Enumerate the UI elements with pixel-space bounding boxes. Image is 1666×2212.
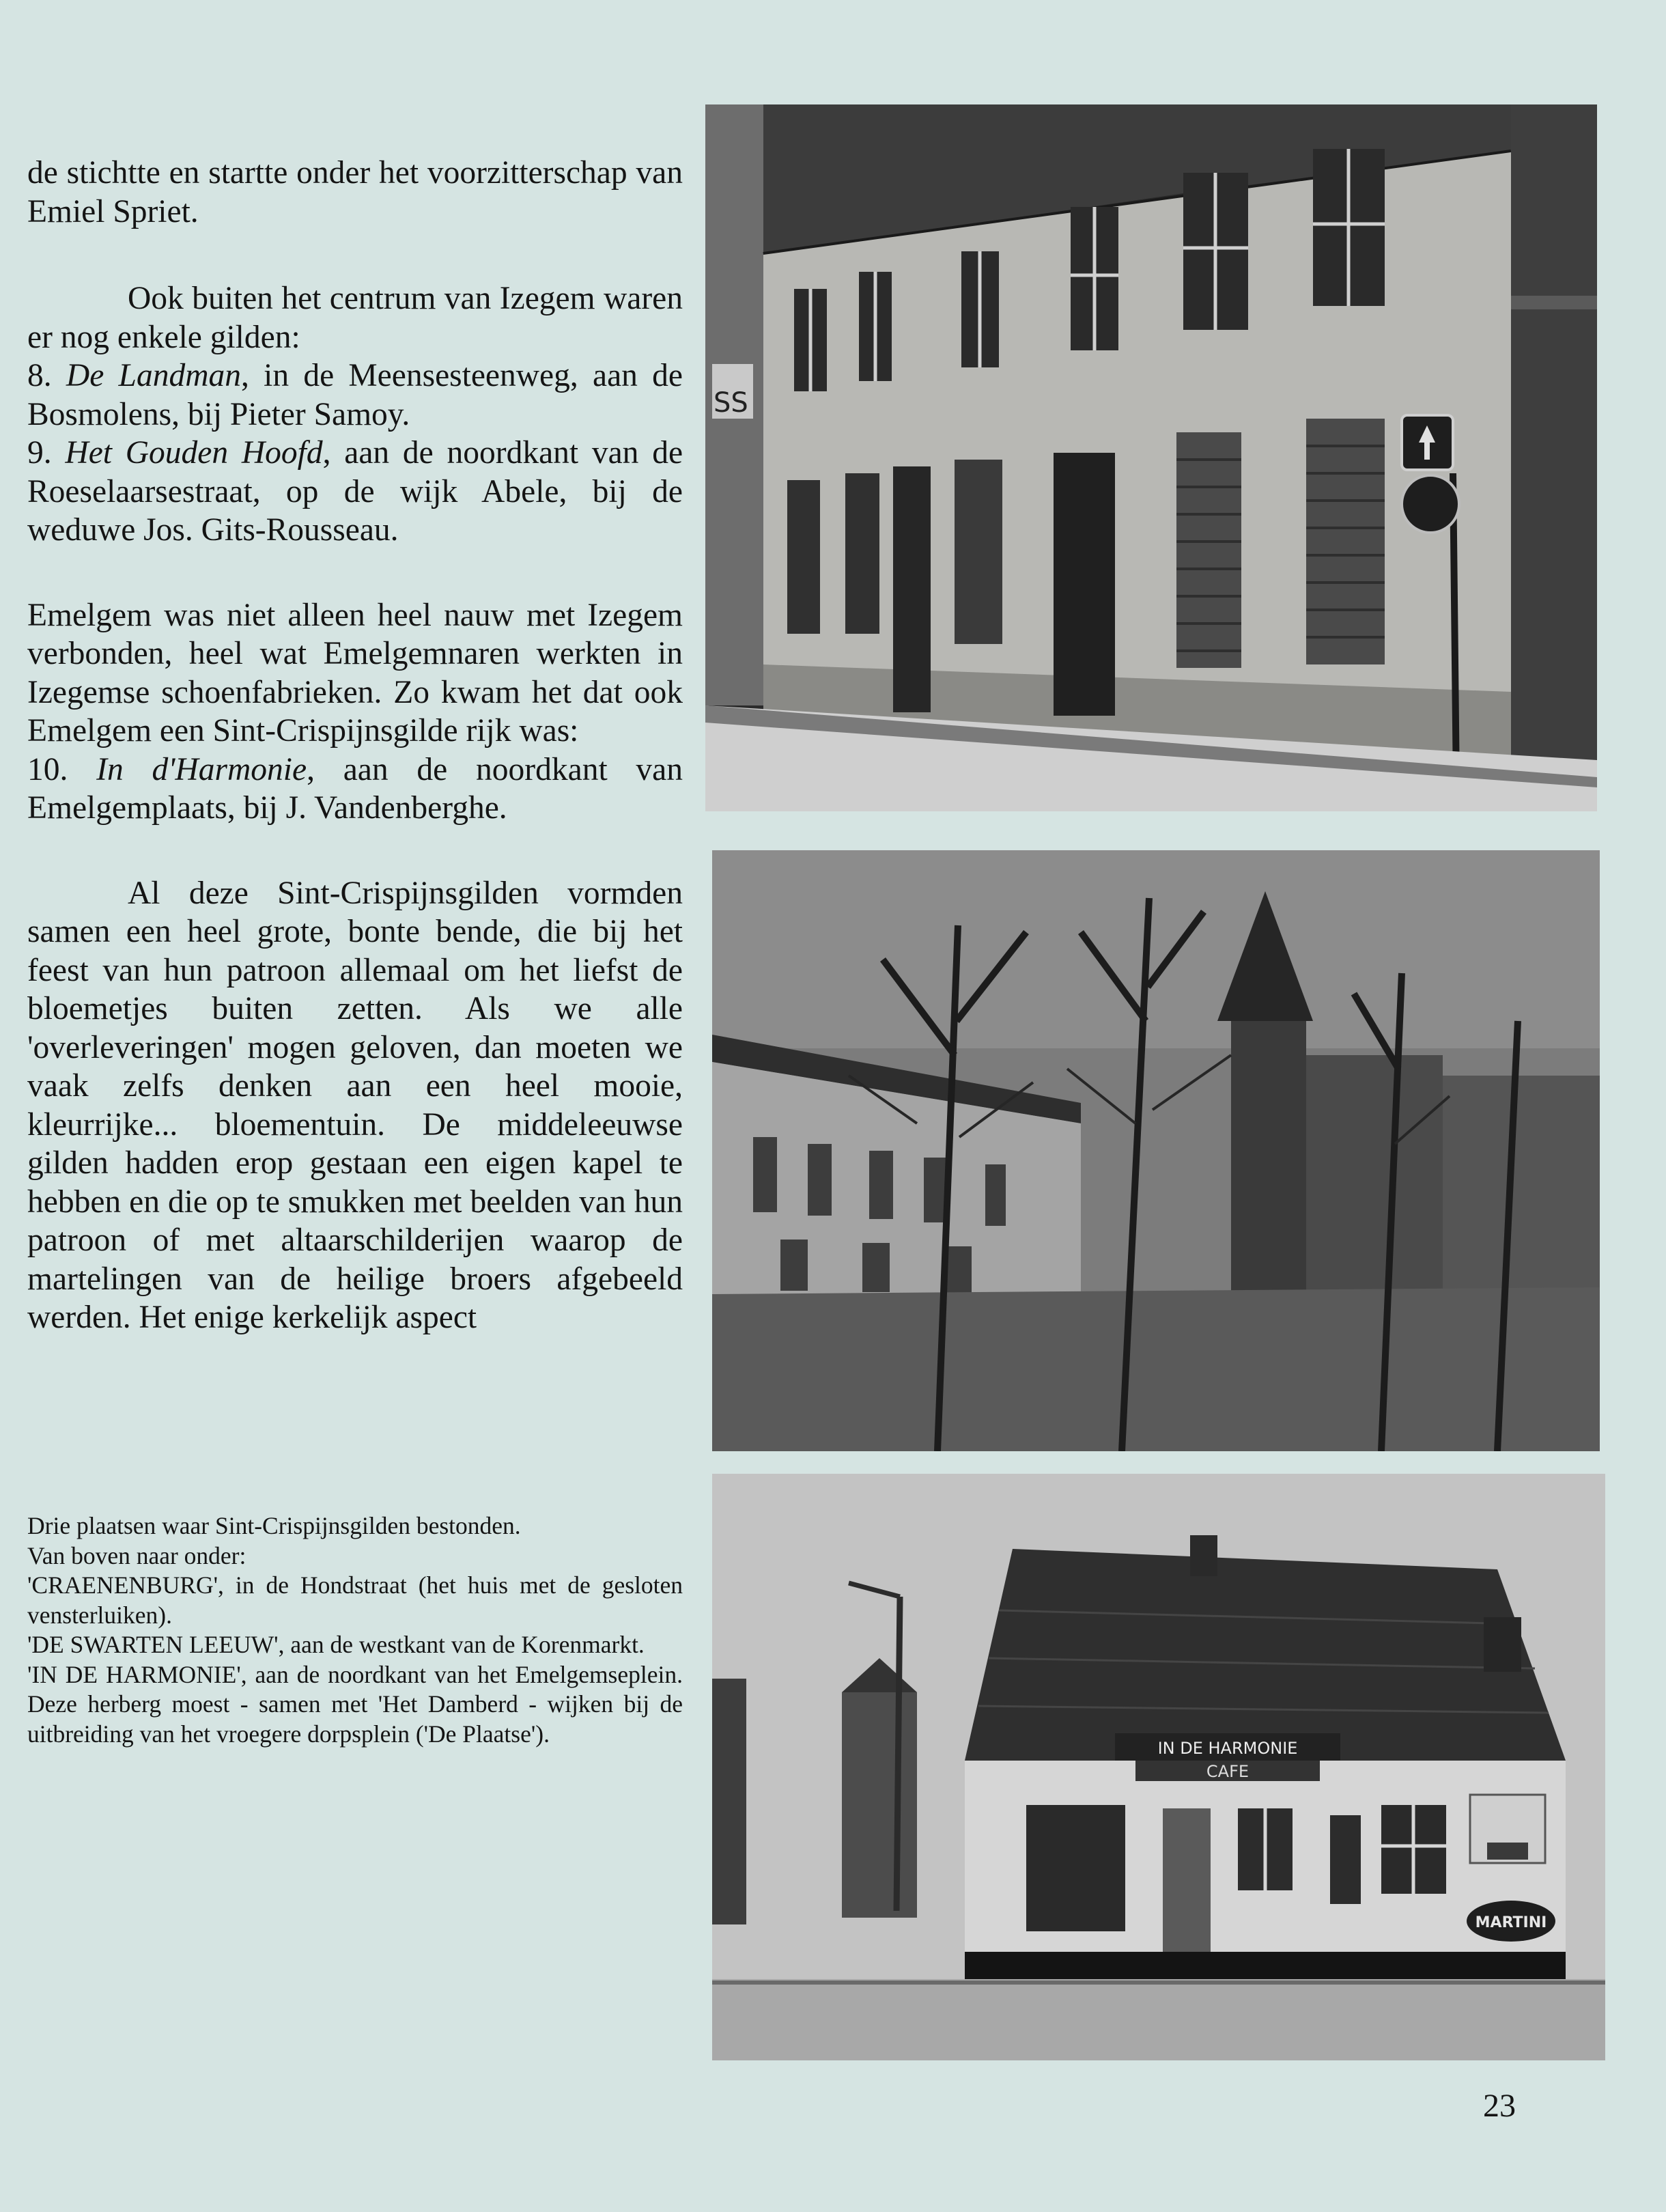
photo-craenenburg — [705, 104, 1597, 811]
photo-swarten-leeuw-image — [712, 850, 1600, 1451]
guild-name: De Landman — [66, 358, 242, 393]
martini-sign: MARTINI — [1475, 1914, 1547, 1931]
guild-entry-8 — [27, 356, 683, 434]
photo-caption — [27, 1511, 683, 1749]
photo-swarten-leeuw — [712, 850, 1600, 1451]
caption-line-intro: Drie plaatsen waar Sint-Crispijnsgilden bestonden. — [27, 1512, 521, 1539]
body-text-column — [27, 154, 683, 1337]
caption-line-craenenburg: 'CRAENENBURG', in de Hondstraat (het huis met de gesloten vensterluiken). — [27, 1571, 683, 1629]
photo-in-de-harmonie-image — [712, 1474, 1605, 2060]
guild-entry-10 — [27, 751, 683, 828]
caption-line-swarten-leeuw: 'DE SWARTEN LEEUW', aan de westkant van de Korenmarkt. — [27, 1631, 645, 1658]
paragraph-other-guilds: Ook buiten het centrum van Izegem waren er nog enkele gilden: — [27, 281, 683, 355]
caption-line-order: Van boven naar onder: — [27, 1541, 246, 1569]
guild-location: , in de Meensesteenweg, aan de Bosmolens, bij Pieter Samoy. — [27, 358, 683, 432]
paragraph-emelgem: Emelgem was niet alleen heel nauw met Izegem verbonden, heel wat Emelgemnaren werkten in Izegemse schoenfabrieken. Zo kwam het dat ook Emelgem een Sint-Crispijnsgilde rijk was: — [27, 597, 683, 748]
shop-sign-fragment: SS — [714, 387, 748, 419]
paragraph-guild-celebrations: Al deze Sint-Crispijnsgilden vormden samen een heel grote, bonte bende, die bij het feest van hun patroon allemaal om het liefst de bloemetjes buiten zetten. Als we alle 'overleveringen' mogen geloven, dan moeten we vaak zelfs denken aan een heel mooie, kleurrijke... bloementuin. De middeleeuwse gilden hadden erop gestaan een eigen kapel te hebben en die op te smukken met beelden van hun patroon of met altaarschilderijen waarop de martelingen van de heilige broers afgebeeld werden. Het enige kerkelijk aspect — [27, 875, 683, 1335]
photo-craenenburg-image — [705, 104, 1597, 811]
caption-line-harmonie: 'IN DE HARMONIE', aan de noordkant van het Emelgemseplein. Deze herberg moest - samen met 'Het Damberd - wijken bij de uitbreiding van het vroegere dorpsplein ('De Plaatse'). — [27, 1660, 683, 1748]
guild-number: 9. — [27, 435, 52, 471]
paragraph-continuation: de stichtte en startte onder het voorzitterschap van Emiel Spriet. — [27, 155, 683, 229]
guild-location: , aan de noordkant van de Roeselaarsestraat, op de wijk Abele, bij de weduwe Jos. Gits-Rousseau. — [27, 435, 683, 548]
guild-location: , aan de noordkant van Emelgemplaats, bij J. Vandenberghe. — [27, 751, 683, 826]
guild-name: In d'Harmonie — [96, 751, 307, 787]
guild-number: 8. — [27, 358, 52, 393]
guild-entry-9 — [27, 434, 683, 550]
cafe-sign: CAFE — [1206, 1762, 1250, 1781]
guild-number: 10. — [27, 751, 68, 787]
harmonie-banner-sign: IN DE HARMONIE — [1157, 1739, 1298, 1758]
page-number: 23 — [1483, 2088, 1516, 2124]
guild-name: Het Gouden Hoofd — [65, 435, 323, 471]
photo-in-de-harmonie — [712, 1474, 1605, 2060]
